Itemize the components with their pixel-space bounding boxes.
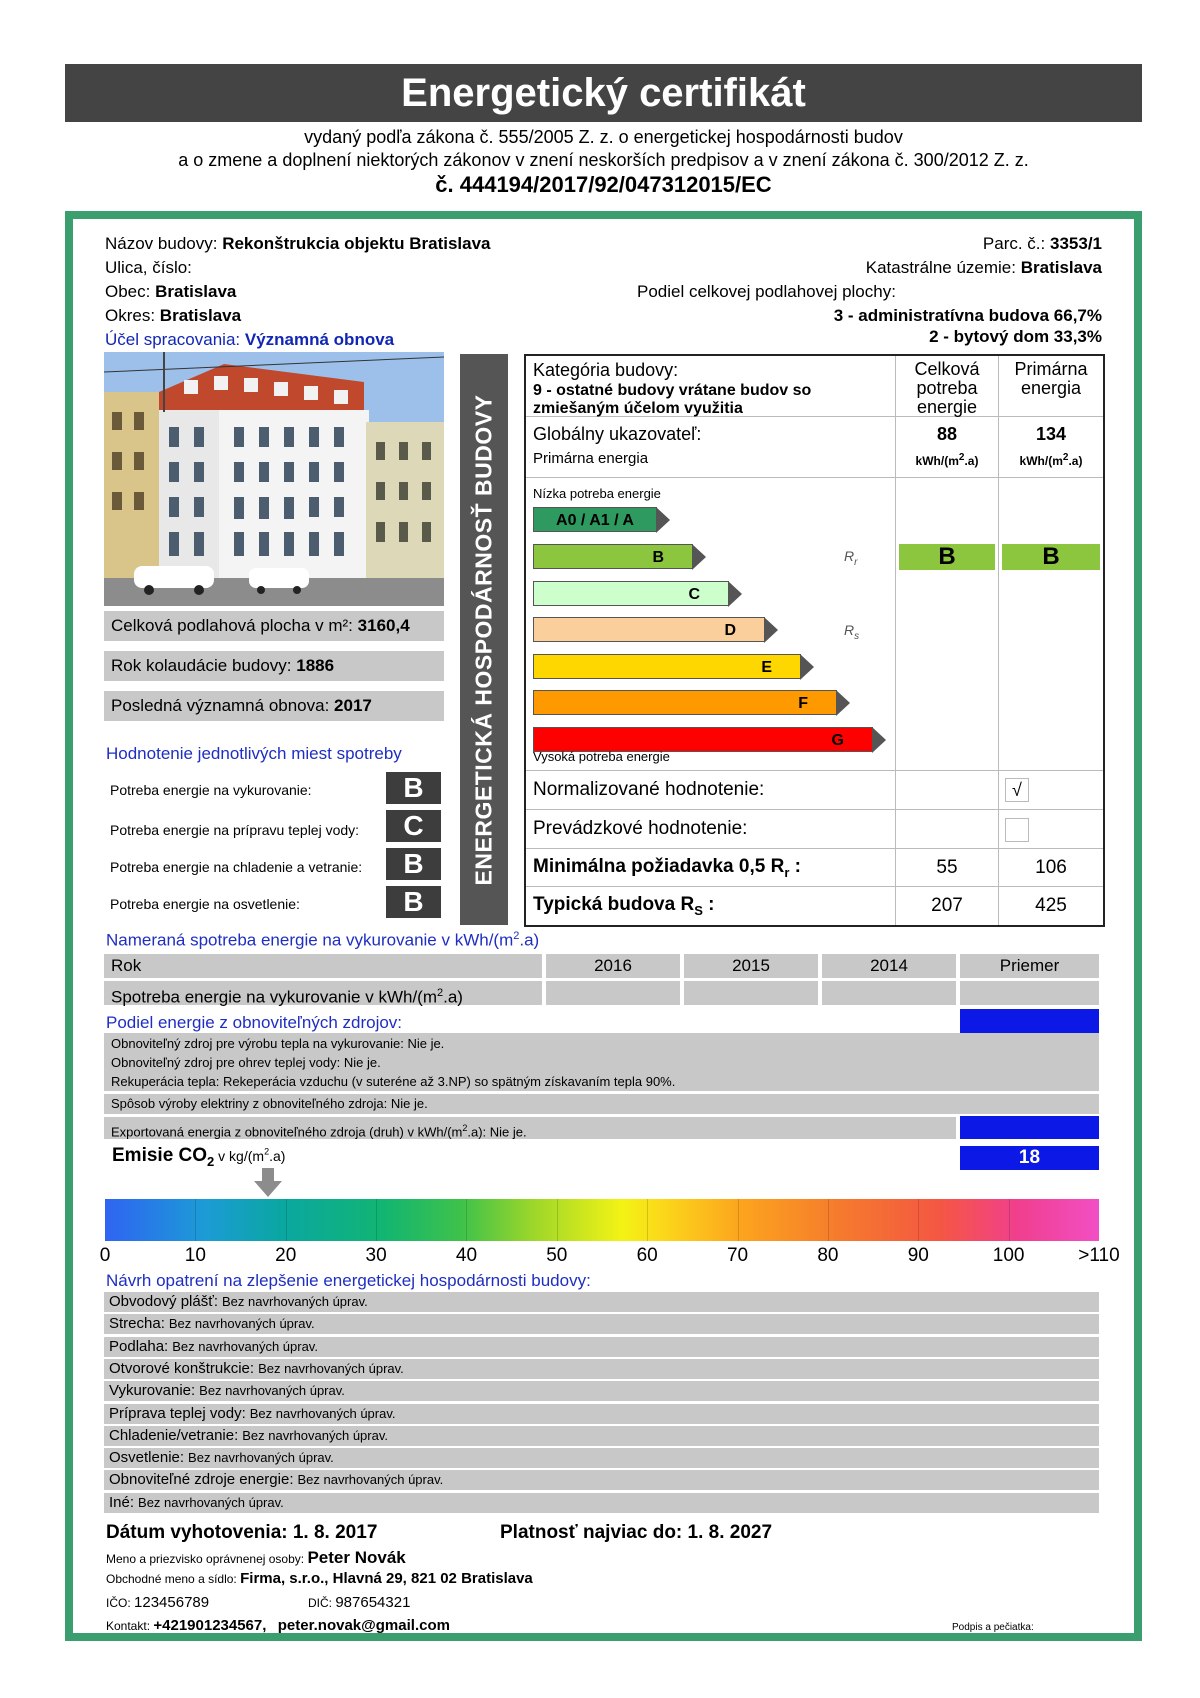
co2-scale-label: 80 (817, 1245, 839, 1266)
renewable-heating: Obnoviteľný zdroj pre výrobu tepla na vykurovanie: Nie je. (111, 1036, 445, 1051)
class-primary-box: B (1002, 544, 1100, 570)
normalized-checkbox: √ (1005, 778, 1029, 802)
scale-arrow-e: E (533, 654, 801, 679)
building-name: Rekonštrukcia objektu Bratislava (222, 234, 491, 253)
heating-consumption-label: Spotreba energie na vykurovanie v kWh/$(m^2.a)$ (104, 981, 542, 1005)
consumption-average (960, 981, 1099, 1005)
ico-row (106, 1594, 209, 1611)
company-value: Firma, s.r.o., Hlavná 29, 821 02 Bratislava (240, 1570, 533, 1587)
high-demand-label: Vysoká potreba energie (533, 749, 670, 764)
year-average: Priemer (960, 954, 1099, 978)
global-indicator-sub: Primárna energia (533, 450, 649, 467)
measures-title: Návrh opatrení na zlepšenie energetickej hospodárnosti budovy: (106, 1271, 591, 1290)
co2-scale-label: 100 (992, 1245, 1025, 1266)
class-total-box: B (899, 544, 995, 570)
co2-scale-label: 0 (99, 1245, 111, 1266)
measure-value: Bez navrhovaných úprav. (188, 1450, 334, 1466)
renewable-electricity: Spôsob výroby elektriny z obnoviteľného zdroja: Nie je. (104, 1094, 1099, 1114)
heat-recovery: Rekuperácia tepla: Rekeperácia vzduchu (v suteréne až 3.NP) so spätným získavaním tepla 90%. (111, 1074, 676, 1089)
cadastral-label: Katastrálne územie: (865, 258, 1016, 277)
issue-date: Dátum vyhotovenia: 1. 8. 2017 (106, 1522, 378, 1543)
renewable-hot-water: Obnoviteľný zdroj pre ohrev teplej vody: Nie je. (111, 1055, 381, 1070)
measure-row (104, 1448, 1099, 1468)
consumption-2014 (822, 981, 956, 1005)
rating-cooling-label: Potreba energie na chladenie a vetranie: (110, 859, 363, 875)
col-total-header-2: potreba (916, 378, 978, 398)
cadastral-value: Bratislava (1020, 258, 1102, 277)
district-row (105, 306, 241, 326)
town-value: Bratislava (155, 282, 237, 301)
year-row-label: Rok (104, 954, 542, 978)
co2-scale-label: 90 (907, 1245, 929, 1266)
company-row (106, 1570, 533, 1587)
rating-hot-water-label: Potreba energie na prípravu teplej vody: (110, 822, 360, 838)
typical-primary-value: 425 (1035, 895, 1067, 916)
building-name-row (105, 234, 491, 254)
category-line-2: zmiešaným účelom využitia (533, 400, 743, 417)
town-label: Obec: (105, 282, 151, 301)
co2-scale-tick (466, 1199, 467, 1241)
subtitle-line-2: a o zmene a doplnení niektorých zákonov v znení neskorších predpisov a v znení zákona č. 300/2012 Z. z. (178, 150, 1029, 170)
measured-title: Nameraná spotreba energie na vykurovanie v kWh/$(m^2.a)$ (106, 930, 540, 950)
minimal-requirement-label: Minimálna požiadavka 0,5 $R_r$ : (533, 856, 801, 880)
person-name: Peter Novák (307, 1548, 406, 1567)
person-row (106, 1548, 406, 1568)
measure-value: Bez navrhovaných úprav. (297, 1472, 444, 1488)
measure-value: Bez navrhovaných úprav. (222, 1294, 368, 1309)
building-name-label: Názov budovy: (105, 234, 218, 253)
ico-label: IČO: (106, 1596, 131, 1610)
co2-scale-label: 50 (546, 1245, 568, 1266)
co2-scale-label: 60 (636, 1245, 658, 1266)
floor-area-row (104, 611, 444, 641)
scale-arrow-c: C (533, 581, 729, 606)
consumption-2016 (546, 981, 680, 1005)
co2-scale-label: 70 (726, 1245, 749, 1266)
year-2016: 2016 (546, 954, 680, 978)
measure-value: Bez navrhovaných úprav. (258, 1360, 404, 1376)
co2-scale-tick (647, 1199, 648, 1241)
rating-cooling-badge: B (386, 848, 441, 880)
rating-hot-water-badge: C (386, 810, 441, 842)
low-demand-label: Nízka potreba energie (533, 486, 661, 501)
floor-area-label: Celková podlahová plocha v m²: (111, 616, 353, 635)
co2-scale-label: 40 (455, 1245, 478, 1266)
measure-value: Bez navrhovaných úprav. (168, 1316, 315, 1332)
global-primary-unit: kWh/$(m^2.a)$ (1019, 452, 1083, 468)
renewable-share-box (960, 1009, 1099, 1033)
parcel-label: Parc. č.: (982, 234, 1046, 253)
energy-table (524, 354, 1105, 927)
co2-label: Emisie $CO_2$ v $kg/(m^2.a)$ (112, 1145, 286, 1169)
rating-heating-badge: B (386, 772, 441, 804)
normalized-label: Normalizované hodnotenie: (533, 779, 765, 800)
signature-label: Podpis a pečiatka: (952, 1622, 1034, 1633)
measure-value: Bez navrhovaných úprav. (172, 1338, 318, 1354)
measure-row (104, 1404, 1099, 1424)
floor-area-value: 3160,4 (357, 616, 410, 635)
parcel-value: 3353/1 (1050, 234, 1102, 253)
renovation-label: Posledná významná obnova: (111, 696, 330, 715)
measure-row (104, 1426, 1099, 1446)
measure-label: Chladenie/vetranie: (109, 1426, 239, 1444)
measure-row (104, 1359, 1099, 1379)
scale-arrow-a: A0 / A1 / A (533, 507, 657, 532)
scale-arrow-d: D (533, 617, 765, 642)
measure-value: Bez navrhovaných úprav. (249, 1405, 396, 1421)
measure-label: Osvetlenie: (109, 1449, 185, 1467)
contact-row (106, 1617, 450, 1634)
co2-scale-label: 30 (365, 1245, 387, 1266)
measure-row (104, 1292, 1099, 1312)
subtitle-line-1: vydaný podľa zákona č. 555/2005 Z. z. o energetickej hospodárnosti budov (304, 127, 903, 147)
category-label: Kategória budovy: (533, 360, 679, 380)
renewable-details (104, 1033, 1099, 1091)
purpose-value: Významná obnova (244, 330, 395, 349)
typical-building-label: Typická budova $R_S$ : (533, 894, 715, 918)
rating-heating-label: Potreba energie na vykurovanie: (110, 782, 312, 798)
typical-total-value: 207 (931, 895, 963, 916)
scale-arrow-b: B (533, 544, 693, 569)
year-2015: 2015 (684, 954, 818, 978)
company-label: Obchodné meno a sídlo: (106, 1572, 237, 1586)
global-total-unit: kWh/$(m^2.a)$ (915, 452, 979, 468)
measure-label: Obnoviteľné zdroje energie: (109, 1471, 294, 1489)
district-label: Okres: (105, 306, 156, 325)
consumption-2015 (684, 981, 818, 1005)
measure-value: Bez navrhovaných úprav. (138, 1494, 284, 1510)
year-2014: 2014 (822, 954, 956, 978)
certificate-number: č. 444194/2017/92/047312015/EC (435, 172, 772, 197)
co2-scale-gradient (105, 1199, 1099, 1241)
col-total-header-3: energie (916, 397, 978, 417)
global-indicator-label: Globálny ukazovateľ: (533, 424, 702, 444)
co2-pointer-icon (253, 1168, 283, 1198)
co2-scale-tick (828, 1199, 829, 1241)
street-label: Ulica, číslo: (105, 258, 192, 277)
contact-phone: +421901234567, (153, 1617, 267, 1634)
measure-row (104, 1314, 1099, 1334)
town-row (105, 282, 236, 302)
parcel-row (983, 234, 1102, 254)
global-total-value: 88 (936, 424, 958, 444)
purpose-label: Účel spracovania: (105, 330, 241, 349)
floor-share-2: 2 - bytový dom 33,3% (929, 327, 1102, 346)
operational-label: Prevádzkové hodnotenie: (533, 818, 748, 839)
approval-year-value: 1886 (296, 656, 335, 675)
operational-checkbox (1005, 818, 1029, 842)
measure-value: Bez navrhovaných úprav. (242, 1427, 388, 1443)
co2-scale-tick (286, 1199, 287, 1241)
purpose-row (105, 330, 394, 350)
col-primary-header (999, 360, 1103, 398)
scale-arrow-f: F (533, 690, 837, 715)
measure-label: Otvorové konštrukcie: (109, 1359, 255, 1377)
cadastral-row (866, 258, 1102, 278)
contact-email: peter.novak@gmail.com (277, 1617, 450, 1634)
scale-arrow-g: G (533, 727, 873, 752)
rs-marker: $R_s$ (844, 622, 860, 642)
measure-value: Bez navrhovaných úprav. (199, 1383, 345, 1399)
contact-label: Kontakt: (106, 1619, 151, 1633)
col-primary-header-1: Primárna (1014, 359, 1088, 379)
ratings-title: Hodnotenie jednotlivých miest spotreby (106, 744, 402, 763)
renovation-row (104, 691, 444, 721)
measure-label: Podlaha: (109, 1337, 169, 1355)
exported-energy-box (960, 1116, 1099, 1139)
co2-scale-label: 20 (275, 1245, 297, 1266)
measure-row (104, 1337, 1099, 1357)
approval-year-label: Rok kolaudácie budovy: (111, 656, 292, 675)
co2-scale-tick (1009, 1199, 1010, 1241)
dic-label: DIČ: (308, 1596, 332, 1610)
co2-scale-tick (738, 1199, 739, 1241)
measure-label: Vykurovanie: (109, 1382, 196, 1400)
building-photo (104, 352, 444, 606)
co2-scale-tick (376, 1199, 377, 1241)
co2-scale-tick (557, 1199, 558, 1241)
minimal-total-value: 55 (936, 857, 958, 878)
col-total-header-1: Celková (914, 359, 980, 379)
approval-year-row (104, 651, 444, 681)
ico-value: 123456789 (134, 1594, 210, 1611)
measure-label: Iné: (109, 1493, 135, 1511)
renewable-title: Podiel energie z obnoviteľných zdrojov: (106, 1013, 403, 1032)
vertical-banner-text: ENERGETICKÁ HOSPODÁRNOSŤ BUDOVY (470, 394, 497, 885)
minimal-primary-value: 106 (1035, 857, 1067, 878)
dic-row (308, 1594, 410, 1611)
col-primary-header-2: energia (1020, 378, 1082, 398)
rating-lighting-label: Potreba energie na osvetlenie: (110, 896, 300, 912)
exported-energy: Exportovaná energia z obnoviteľného zdroja (druh) v kWh/$(m^2.a)$: Nie je. (104, 1117, 956, 1139)
global-primary-value: 134 (1035, 424, 1067, 444)
co2-value-box: 18 (960, 1146, 1099, 1170)
person-label: Meno a priezvisko oprávnenej osoby: (106, 1552, 305, 1566)
validity-date: Platnosť najviac do: 1. 8. 2027 (500, 1522, 773, 1543)
measure-row (104, 1470, 1099, 1490)
vertical-banner (460, 354, 508, 925)
measure-label: Obvodový plášť: (109, 1293, 219, 1310)
measure-row (104, 1493, 1099, 1513)
col-total-header (896, 360, 998, 417)
dic-value: 987654321 (335, 1594, 411, 1611)
co2-scale-tick (195, 1199, 196, 1241)
co2-scale-tick (918, 1199, 919, 1241)
floor-share-label: Podiel celkovej podlahovej plochy: (637, 282, 896, 301)
category-line-1: 9 - ostatné budovy vrátane budov so (533, 382, 812, 399)
rr-marker: $R_r$ (844, 548, 858, 568)
measure-row (104, 1381, 1099, 1401)
rating-lighting-badge: B (386, 886, 441, 918)
certificate-title: Energetický certifikát (65, 64, 1142, 122)
measure-label: Strecha: (109, 1315, 165, 1333)
district-value: Bratislava (159, 306, 242, 325)
renovation-value: 2017 (334, 696, 372, 715)
floor-share-1: 3 - administratívna budova 66,7% (833, 306, 1102, 325)
co2-scale-label: >110 (1078, 1245, 1120, 1266)
measure-label: Príprava teplej vody: (109, 1404, 246, 1422)
co2-scale-label: 10 (184, 1245, 206, 1266)
